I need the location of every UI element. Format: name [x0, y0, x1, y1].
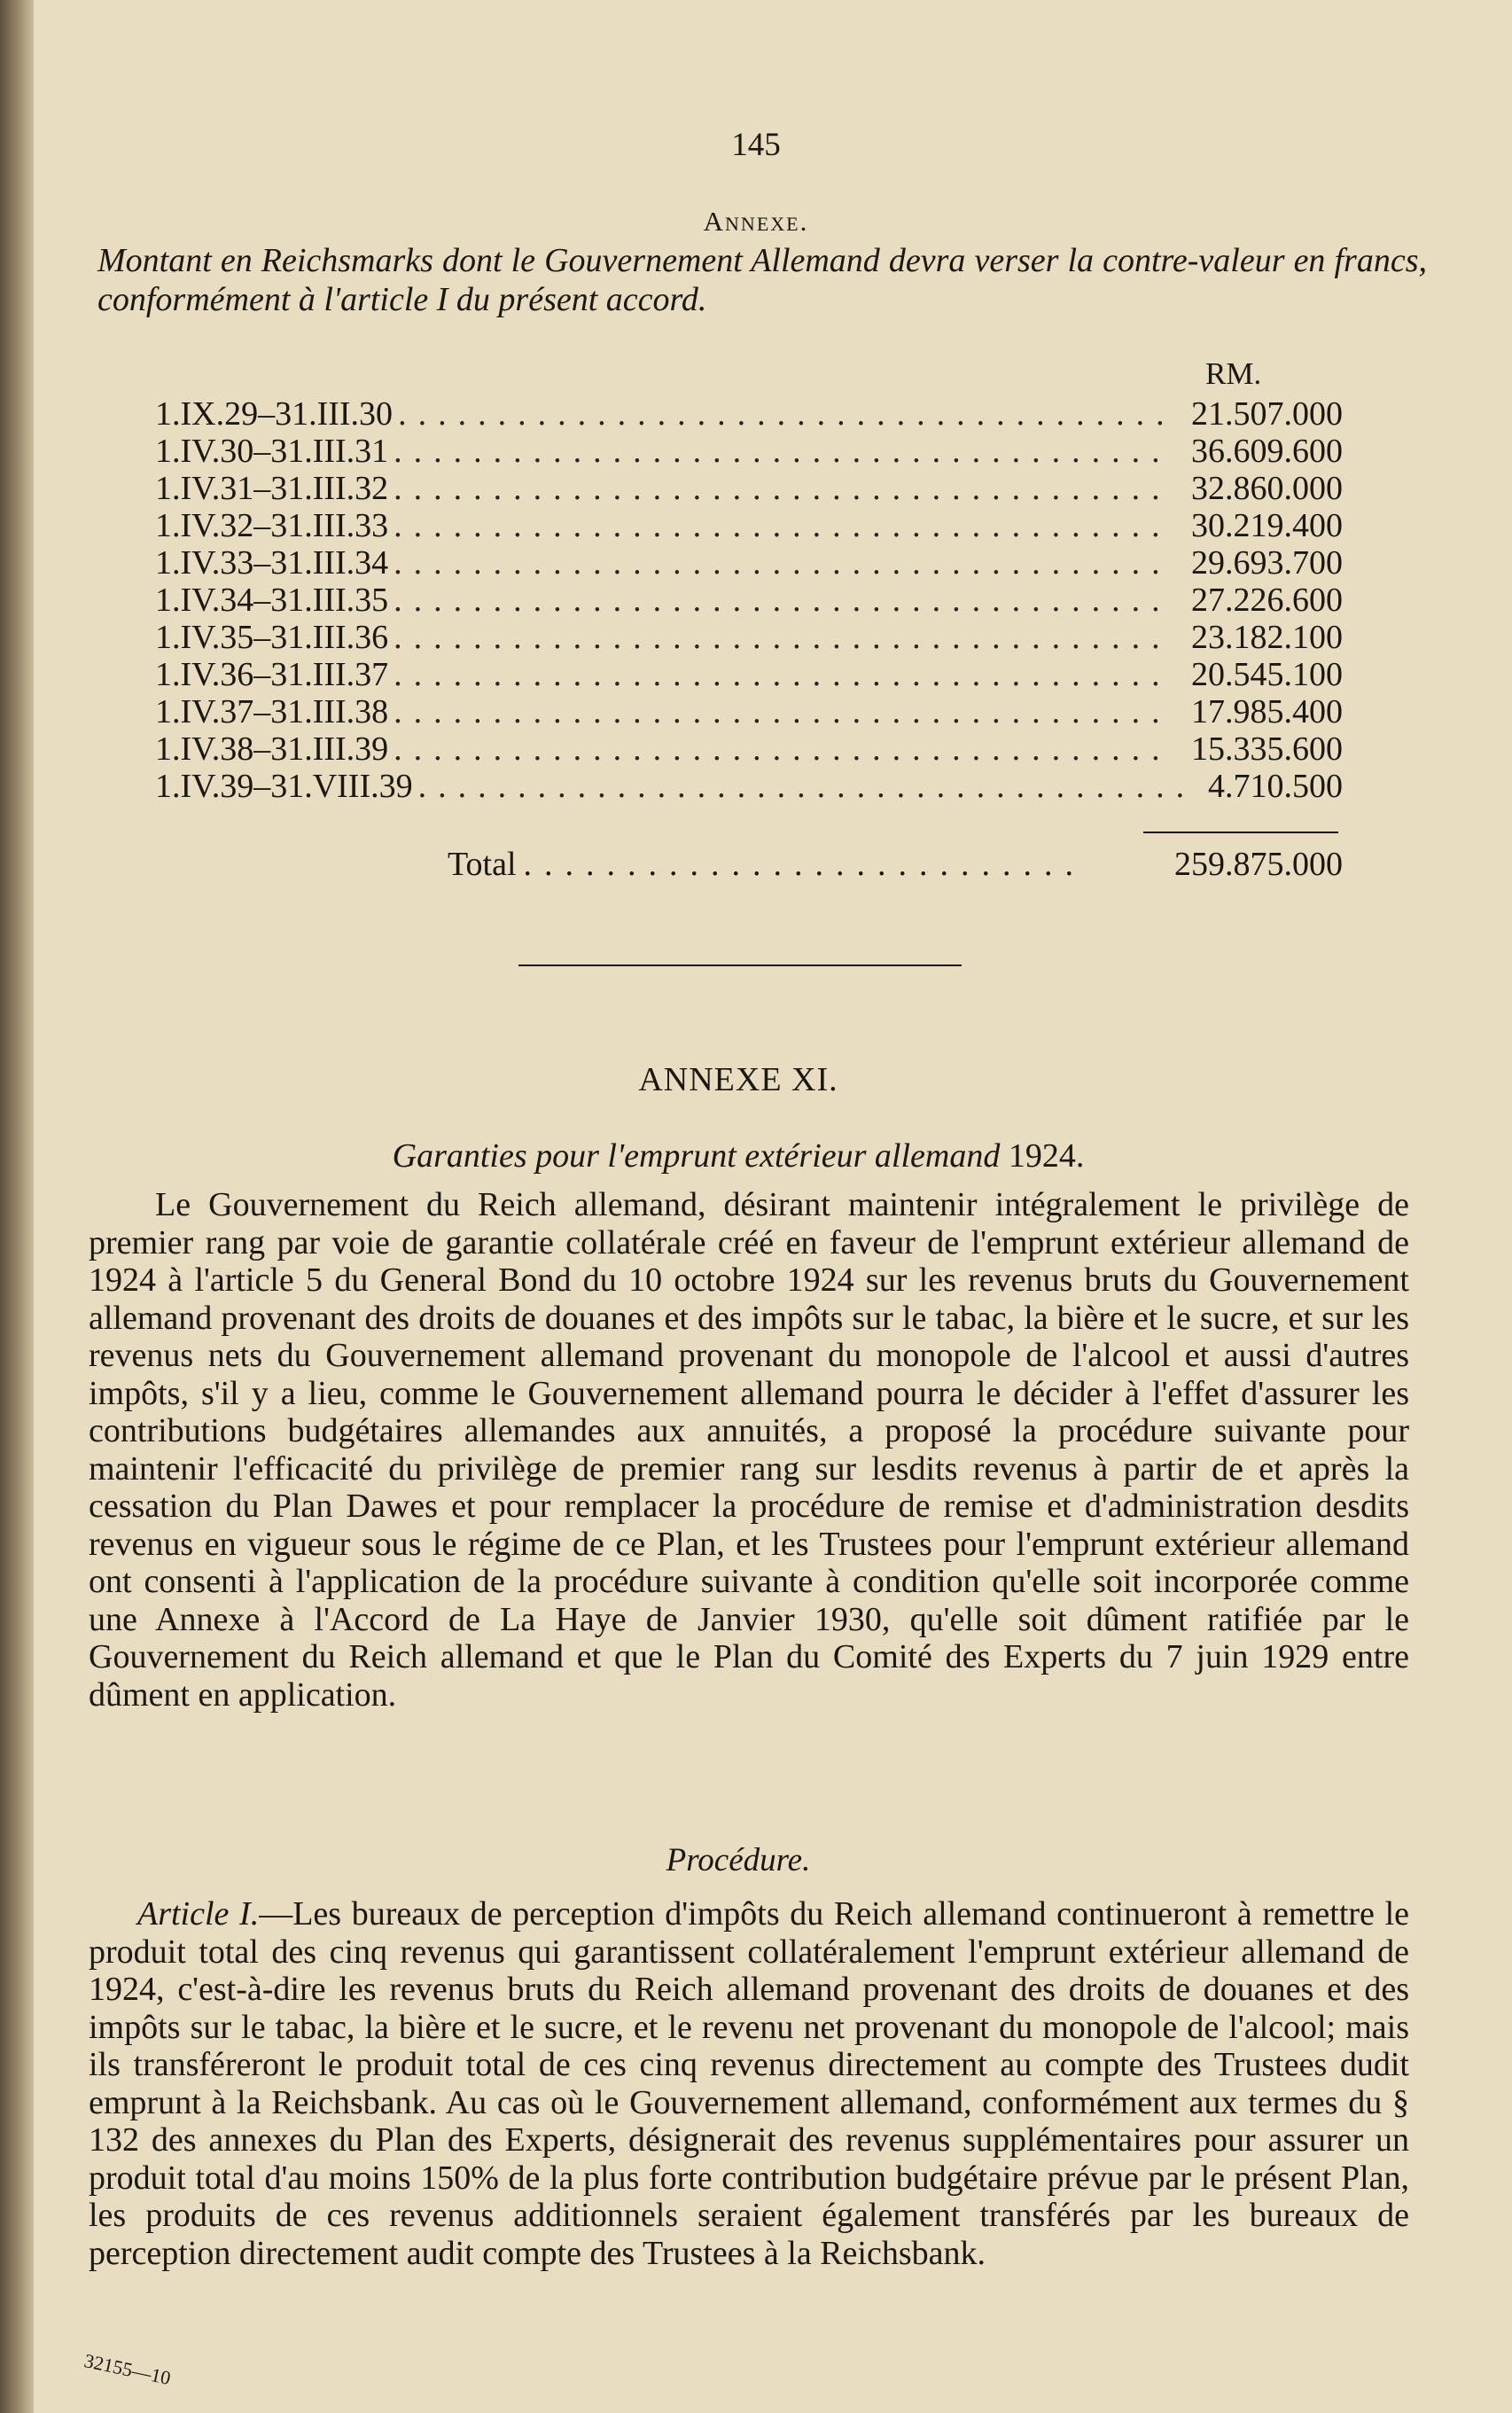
- total-row: Total ........................... 259.875.000: [448, 846, 1343, 883]
- schedule-amount: 21.507.000: [1191, 395, 1343, 433]
- procedure-heading: Procédure.: [666, 1842, 811, 1878]
- preamble-paragraph: Le Gouvernement du Reich allemand, désirant maintenir intégralement le privilège de premier rang par voie de garantie collatérale créé en faveur de l'emprunt extérieur allemand de 1924 à l'article 5 du General Bond du 10 octobre 1924 sur les revenus bruts du Gouvernement allemand provenant des droits de douanes et des impôts sur le tabac, la bière et le sucre, et sur les revenus nets du Gouvernement allemand provenant du monopole de l'alcool et aussi d'autres impôts, s'il y a lieu, comme le Gouvernement allemand pourra le décider à l'effet d'assurer les contributions budgétaires allemandes aux annuités, a proposé la procédure suivante pour maintenir l'efficacité du privilège de premier rang sur lesdits revenus à partir de et après la cessation du Plan Dawes et pour remplacer la procédure de remise et d'administration desdits revenus en vigueur sous le régime de ce Plan, et les Trustees pour l'emprunt extérieur allemand ont consenti à l'application de la procédure suivante à condition qu'elle soit incorporée comme une Annexe à l'Accord de La Haye de Janvier 1930, qu'elle soit dûment ratifiée par le Gouvernement du Reich allemand et que le Plan du Comité des Experts du 7 juin 1929 entre dûment en application.: [89, 1186, 1409, 1714]
- annexe-xi-title: ANNEXE XI.: [638, 1061, 838, 1098]
- schedule-amount: 4.710.500: [1208, 768, 1343, 805]
- schedule-row: 1.IV.34–31.III.35 ....................................... 27.226.600: [155, 582, 1343, 619]
- schedule-period: 1.IV.37–31.III.38: [155, 693, 389, 730]
- schedule-row: 1.IV.38–31.III.39 ....................................... 15.335.600: [155, 730, 1343, 768]
- print-code: 32155—10: [82, 2349, 173, 2390]
- schedule-amount: 20.545.100: [1191, 656, 1343, 693]
- currency-column-label: RM.: [1205, 356, 1262, 391]
- annexe-xi-subtitle-text: Garanties pour l'emprunt extérieur allemand: [392, 1137, 1001, 1175]
- schedule-period: 1.IV.36–31.III.37: [155, 656, 389, 693]
- schedule-period: 1.IV.39–31.VIII.39: [155, 768, 413, 805]
- schedule-period: 1.IX.29–31.III.30: [155, 395, 394, 433]
- schedule-row: 1.IV.37–31.III.38 ....................................... 17.985.400: [155, 693, 1343, 730]
- article-1-paragraph: [89, 1895, 1409, 2272]
- article-label: Article I.: [137, 1895, 260, 1933]
- schedule-amount: 30.219.400: [1191, 507, 1343, 544]
- total-label: Total: [448, 846, 517, 883]
- schedule-period: 1.IV.38–31.III.39: [155, 730, 389, 768]
- article-1-text: —Les bureaux de perception d'impôts du Reich allemand continueront à remettre le produit total des cinq revenus qui garantissent collatéralement l'emprunt extérieur allemand de 1924, c'est-à-dire les revenus bruts du Reich allemand provenant des droits de douanes et des impôts sur le tabac, la bière et le sucre, et le revenu net provenant du monopole de l'alcool; mais ils transféreront le produit total de ces cinq revenus directement au compte des Trustees dudit emprunt à la Reichsbank. Au cas où le Gouvernement allemand, conformément aux termes du § 132 des annexes du Plan des Experts, désignerait des revenus supplémentaires pour assurer un produit total d'au moins 150% de la plus forte contribution budgétaire prévue par le présent Plan, les produits de ces revenus additionnels seraient également transférés par les bureaux de perception directement audit compte des Trustees à la Reichsbank.: [89, 1895, 1409, 2272]
- schedule-amount: 36.609.600: [1191, 433, 1343, 470]
- schedule-row: 1.IV.36–31.III.37 ....................................... 20.545.100: [155, 656, 1343, 693]
- schedule-amount: 29.693.700: [1191, 544, 1343, 582]
- schedule-row: 1.IV.30–31.III.31 ....................................... 36.609.600: [155, 433, 1343, 470]
- annexe-heading: Annexe.: [703, 206, 809, 237]
- schedule-amount: 23.182.100: [1191, 619, 1343, 656]
- schedule-period: 1.IV.32–31.III.33: [155, 507, 389, 544]
- schedule-row: 1.IV.35–31.III.36 ....................................... 23.182.100: [155, 619, 1343, 656]
- annexe-xi-subtitle: [0, 1136, 1477, 1175]
- total-rule: [1143, 832, 1338, 833]
- payment-schedule-table: [155, 394, 1343, 804]
- schedule-row: 1.IV.31–31.III.32 ....................................... 32.860.000: [155, 470, 1343, 507]
- schedule-row: 1.IV.39–31.VIII.39 ....................................... 4.710.500: [155, 768, 1343, 805]
- schedule-amount: 32.860.000: [1191, 470, 1343, 507]
- annexe-intro-text: Montant en Reichsmarks dont le Gouvernement Allemand devra verser la contre-valeur en francs, conformément à l'article I du présent accord.: [97, 242, 1427, 318]
- schedule-period: 1.IV.31–31.III.32: [155, 470, 389, 507]
- schedule-row: 1.IX.29–31.III.30 ....................................... 21.507.000: [155, 395, 1343, 433]
- schedule-row: 1.IV.33–31.III.34 ....................................... 29.693.700: [155, 544, 1343, 582]
- total-amount: 259.875.000: [1174, 846, 1343, 883]
- page-number: 145: [731, 127, 781, 163]
- schedule-period: 1.IV.33–31.III.34: [155, 544, 389, 582]
- schedule-amount: 17.985.400: [1191, 693, 1343, 730]
- schedule-row: 1.IV.32–31.III.33 ....................................... 30.219.400: [155, 507, 1343, 544]
- section-separator: [518, 964, 962, 966]
- annexe-xi-year: 1924.: [1008, 1137, 1085, 1175]
- schedule-amount: 15.335.600: [1191, 730, 1343, 768]
- schedule-period: 1.IV.30–31.III.31: [155, 433, 389, 470]
- schedule-period: 1.IV.35–31.III.36: [155, 619, 389, 656]
- schedule-period: 1.IV.34–31.III.35: [155, 582, 389, 619]
- schedule-amount: 27.226.600: [1191, 582, 1343, 619]
